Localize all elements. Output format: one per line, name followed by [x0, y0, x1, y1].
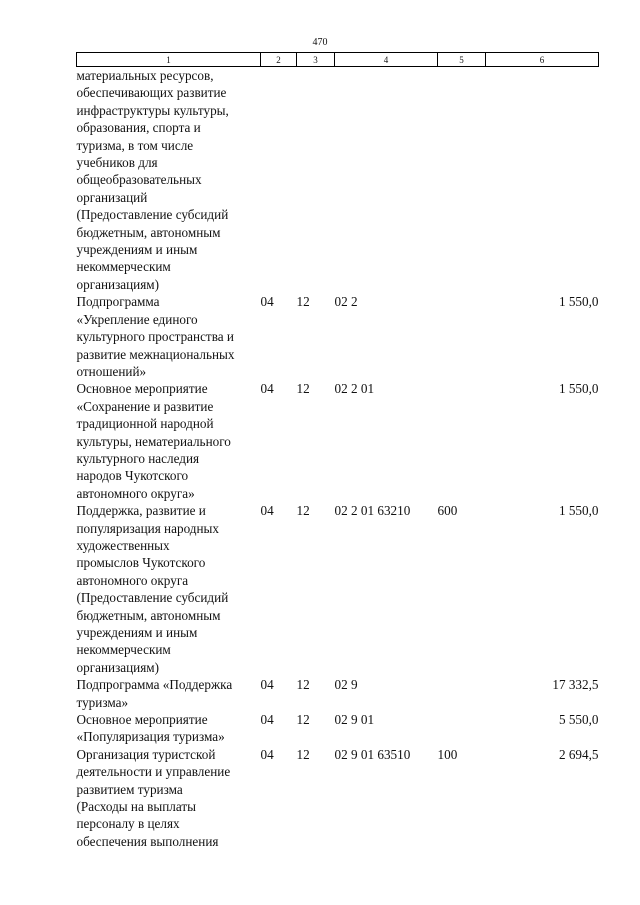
subsection-code-cell: 12	[296, 294, 310, 310]
expense-type-cell	[438, 676, 486, 711]
section-code-cell: 04	[260, 503, 274, 519]
target-article-cell: 02 2	[334, 294, 358, 310]
target-article-cell: 02 2 01 63210	[334, 503, 411, 519]
section-code-cell: 04	[260, 746, 274, 762]
table-row	[77, 502, 599, 676]
row-name-cell: Организация туристской деятельности и управление развитием туризма (Расходы на выплаты персоналу в целях обеспечения выполнения	[76, 746, 231, 849]
target-article-cell: 02 9	[334, 677, 358, 693]
row-name-cell: Основное мероприятие «Сохранение и развитие традиционной народной культуры, нематериального культурного наследия народов Чукотского автономного округа»	[76, 381, 231, 501]
target-article-cell: 02 9 01 63510	[334, 746, 411, 762]
header-col-6: 6	[486, 53, 599, 67]
amount-cell: 1 550,0	[558, 381, 599, 397]
section-code-cell: 04	[260, 712, 274, 728]
subsection-code-cell	[297, 67, 335, 294]
table-body	[77, 67, 599, 851]
header-col-3: 3	[297, 53, 335, 67]
expense-type-cell	[438, 293, 486, 380]
row-name-cell: материальных ресурсов, обеспечивающих развитие инфраструктуры культуры, образования, спорта и туризма, в том числе учебников для общеобразовательных организаций (Предоставление субсидий бюджетным, автономным учреждениям и иным некоммерческим организациям)	[76, 68, 229, 292]
header-col-4: 4	[335, 53, 438, 67]
table-row	[77, 293, 599, 380]
table-row	[77, 711, 599, 746]
amount-cell: 2 694,5	[558, 746, 599, 762]
expense-type-cell: 100	[437, 746, 458, 762]
page-number: 470	[312, 37, 328, 48]
table-row	[77, 67, 599, 294]
section-code-cell: 04	[260, 381, 274, 397]
section-code-cell	[261, 67, 297, 294]
header-row	[77, 53, 599, 67]
section-code-cell: 04	[260, 677, 274, 693]
expense-type-cell: 600	[437, 503, 458, 519]
expense-type-cell	[438, 67, 486, 294]
target-article-cell: 02 9 01	[334, 712, 375, 728]
header-col-5: 5	[438, 53, 486, 67]
subsection-code-cell: 12	[296, 503, 310, 519]
section-code-cell: 04	[260, 294, 274, 310]
target-article-cell: 02 2 01	[334, 381, 375, 397]
table-row	[77, 380, 599, 502]
subsection-code-cell: 12	[296, 677, 310, 693]
amount-cell: 17 332,5	[552, 677, 599, 693]
table-header	[77, 53, 599, 67]
header-col-1: 1	[77, 53, 261, 67]
row-name-cell: Подпрограмма «Поддержка туризма»	[76, 677, 233, 710]
amount-cell: 1 550,0	[558, 503, 599, 519]
amount-cell: 5 550,0	[558, 712, 599, 728]
amount-cell: 1 550,0	[558, 294, 599, 310]
budget-table	[76, 52, 599, 850]
header-col-2: 2	[261, 53, 297, 67]
expense-type-cell	[438, 711, 486, 746]
table-row	[77, 746, 599, 850]
target-article-cell	[335, 67, 438, 294]
table-row	[77, 676, 599, 711]
subsection-code-cell: 12	[296, 746, 310, 762]
row-name-cell: Поддержка, развитие и популяризация народных художественных промыслов Чукотского автономного округа (Предоставление субсидий бюджетным, автономным учреждениям и иным некоммерческим организациям)	[76, 503, 229, 675]
subsection-code-cell: 12	[296, 381, 310, 397]
row-name-cell: Подпрограмма «Укрепление единого культурного пространства и развитие межнациональных отношений»	[76, 294, 235, 379]
amount-cell	[486, 67, 599, 294]
subsection-code-cell: 12	[296, 712, 310, 728]
expense-type-cell	[438, 380, 486, 502]
row-name-cell: Основное мероприятие «Популяризация туризма»	[76, 712, 225, 745]
